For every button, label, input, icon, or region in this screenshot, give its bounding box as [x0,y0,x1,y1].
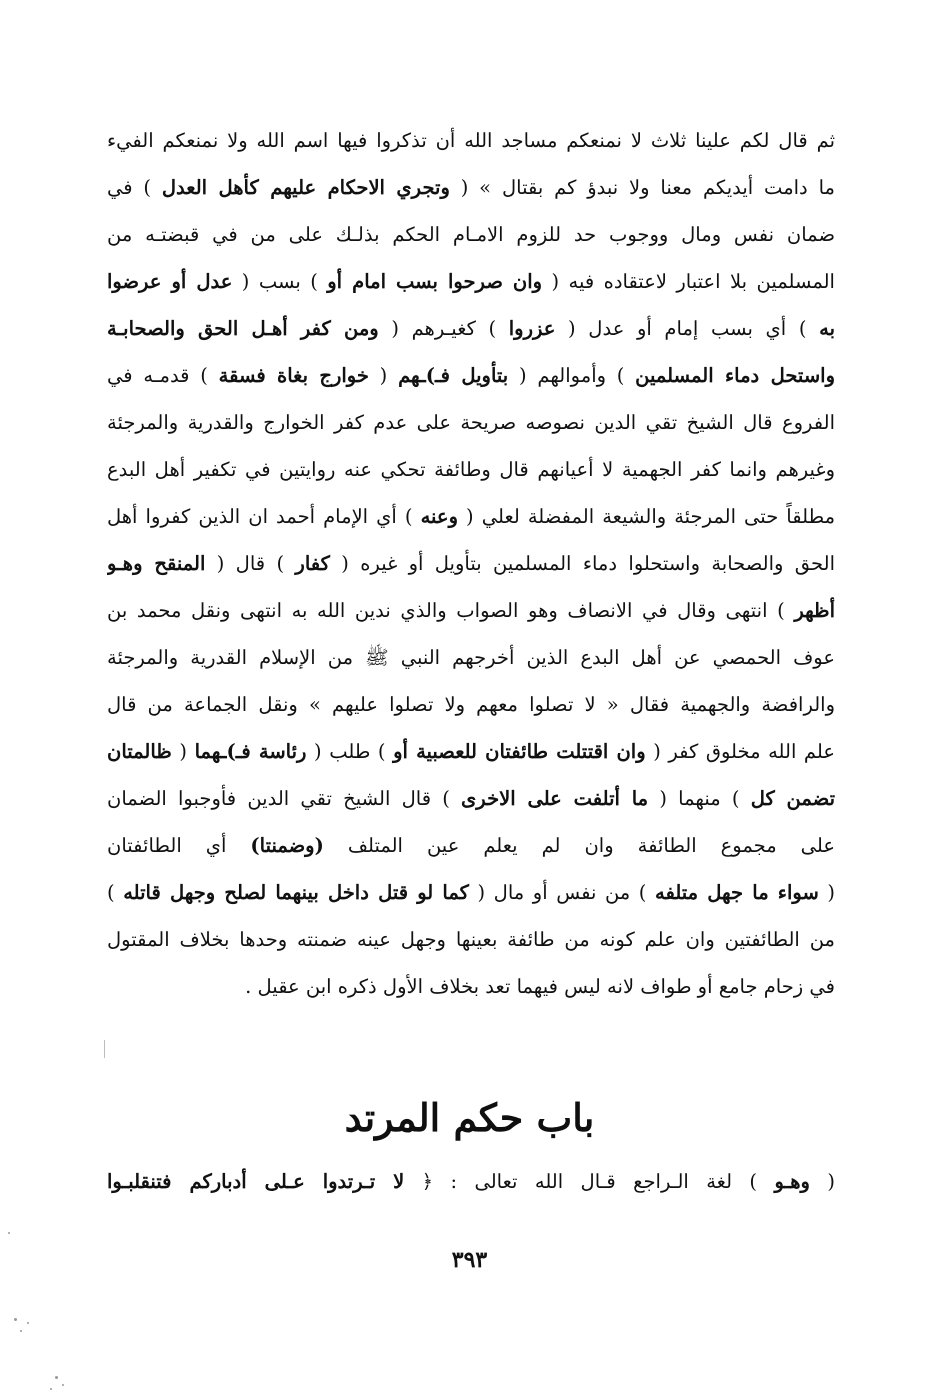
scan-speck [14,1318,17,1321]
bold-matn-text: ظالمتان [107,740,172,763]
text-line [107,681,835,728]
commentary-text: ( [171,740,195,763]
text-line [107,775,835,822]
bold-matn-text: وان صرحوا بسب امام أو [327,270,543,293]
bold-matn-text: المنقح وهـو [107,552,206,575]
commentary-text: ضمان نفس ومال ووجوب حد للزوم الامـام الحكم بذلـك على من في قبضتـه من [107,223,835,246]
bold-matn-text: واستحل دماء المسلمين [635,364,835,387]
bold-matn-text: سواء ما جهل متلفه [655,881,819,904]
text-line [107,587,835,634]
bold-matn-text: كما لو قتل داخل بينهما لصلح وجهل قاتله [123,881,469,904]
commentary-text: ) منهما ( [648,787,751,810]
bold-matn-text: وان اقتتلت طائفتان للعصبية أو [393,740,646,763]
commentary-text: علم الله مخلوق كفر ( [645,740,835,763]
bold-matn-text: ومن كفر أهـل الحق والصحابـة [107,317,379,340]
text-line [107,822,835,869]
scan-speck [27,1322,29,1324]
commentary-text: والرافضة والجهمية فقال « لا تصلوا معهم ولا تصلوا عليهم » ونقل الجماعة من قال [107,693,835,716]
page-number: ٣٩٣ [451,1247,488,1273]
text-line [107,211,835,258]
text-line [107,540,835,587]
commentary-text: المسلمين بلا اعتبار لاعتقاده فيه ( [542,270,835,293]
scan-speck [20,1330,22,1332]
commentary-text: ) [107,881,124,904]
bold-matn-text: أظهر [794,599,835,622]
bold-matn-text: (وضمنتا) [250,834,324,857]
bold-matn-text: وتجري الاحكام عليهم كأهل العدل [161,176,450,199]
commentary-text: ) أي الإمام أحمد ان الذين كفروا أهل [107,505,421,528]
text-line [107,164,835,211]
bold-matn-text: لا تـرتدوا عـلى أدباركم فتنقلبـوا [107,1170,405,1193]
commentary-text: مطلقاً حتى المرجئة والشيعة المفضلة لعلي ( [458,505,835,528]
bold-matn-text: بتأويل فـ)ـهم [398,364,509,387]
scan-speck [55,1376,58,1379]
bold-matn-text: رئاسة فـ)ـهما [194,740,307,763]
margin-mark [104,1040,105,1058]
commentary-text: ) قال ( [205,552,296,575]
body-text [107,117,835,1010]
text-line [107,117,835,164]
commentary-text: ) بسب ( [232,270,328,293]
text-line [107,399,835,446]
text-line [107,916,835,963]
text-line [107,728,835,775]
commentary-text: ( [809,1170,835,1193]
commentary-text: في زحام جامع أو طواف لانه ليس فيهما تعد بخلاف الأول ذكره ابن عقيل . [245,975,835,998]
text-line [107,869,835,916]
text-line [107,493,835,540]
chapter-heading: باب حكم المرتد [344,1095,595,1140]
scan-speck [62,1384,64,1386]
commentary-text: ) في [107,176,162,199]
commentary-text: عوف الحمصي عن أهل البدع الذين أخرجهم النبي ﷺ من الإسلام القدرية والمرجئة [107,646,835,669]
commentary-text: ) انتهى وقال في الانصاف وهو الصواب والذي ندين الله به انتهى ونقل محمد بن [107,599,795,622]
commentary-text: أي الطائفتان [107,834,251,857]
commentary-text: ) كغيـرهم ( [378,317,509,340]
bold-matn-text: به [819,317,835,340]
bold-matn-text: عدل أو عرضوا [107,270,233,293]
commentary-text: ) أي بسب إمام أو عدل ( [555,317,820,340]
bold-matn-text: وعنه [420,505,458,528]
text-line [107,634,835,681]
commentary-text: ما دامت أيديكم معنا ولا نبدؤ كم بقتال » ( [449,176,835,199]
bold-matn-text: كفار [295,552,330,575]
bold-matn-text: خوارج بغاة فسقة [218,364,369,387]
commentary-text: الفروع قال الشيخ تقي الدين نصوصه صريحة على عدم كفر الخوارج والقدرية والمرجئة [107,411,835,434]
text-line [107,258,835,305]
bold-matn-text: ما أتلفت على الاخرى [461,787,649,810]
text-line [107,352,835,399]
bold-matn-text: تضمن كل [750,787,835,810]
text-line [107,963,835,1010]
text-line [107,305,835,352]
commentary-text: وغيرهم وانما كفر الجهمية لا أعيانهم قال وطائفة تحكي عنه روايتين في تكفير أهل البدع [107,458,835,481]
commentary-text: ) قدمـه في [107,364,219,387]
scan-speck [50,1388,52,1390]
bold-matn-text: وهـو [774,1170,810,1193]
commentary-text: ) قال الشيخ تقي الدين فأوجبوا الضمان [107,787,462,810]
commentary-text: ) من نفس أو مال ( [468,881,655,904]
commentary-text: ( [818,881,835,904]
commentary-text: من الطائفتين وان علم كونه من طائفة بعينها وجهل عينه ضمنته وحدها بخلاف المقتول [107,928,835,951]
commentary-text: على مجموع الطائفة وان لم يعلم عين المتلف [323,834,835,857]
commentary-text: ثم قال لكم علينا ثلاث لا نمنعكم مساجد الله أن تذكروا فيها اسم الله ولا نمنعكم الفيء [107,129,835,152]
commentary-text: ) وأموالهم ( [508,364,636,387]
text-line [107,446,835,493]
commentary-text: ) طلب ( [306,740,394,763]
scan-speck [8,1232,10,1234]
commentary-text: ( [368,364,399,387]
commentary-text: ) لغة الـراجع قـال الله تعالى : ﴿ [404,1170,775,1193]
bold-matn-text: عزروا [508,317,556,340]
chapter-opening-line [107,1158,835,1205]
commentary-text: الحق والصحابة واستحلوا دماء المسلمين بتأويل أو غيره ( [329,552,835,575]
